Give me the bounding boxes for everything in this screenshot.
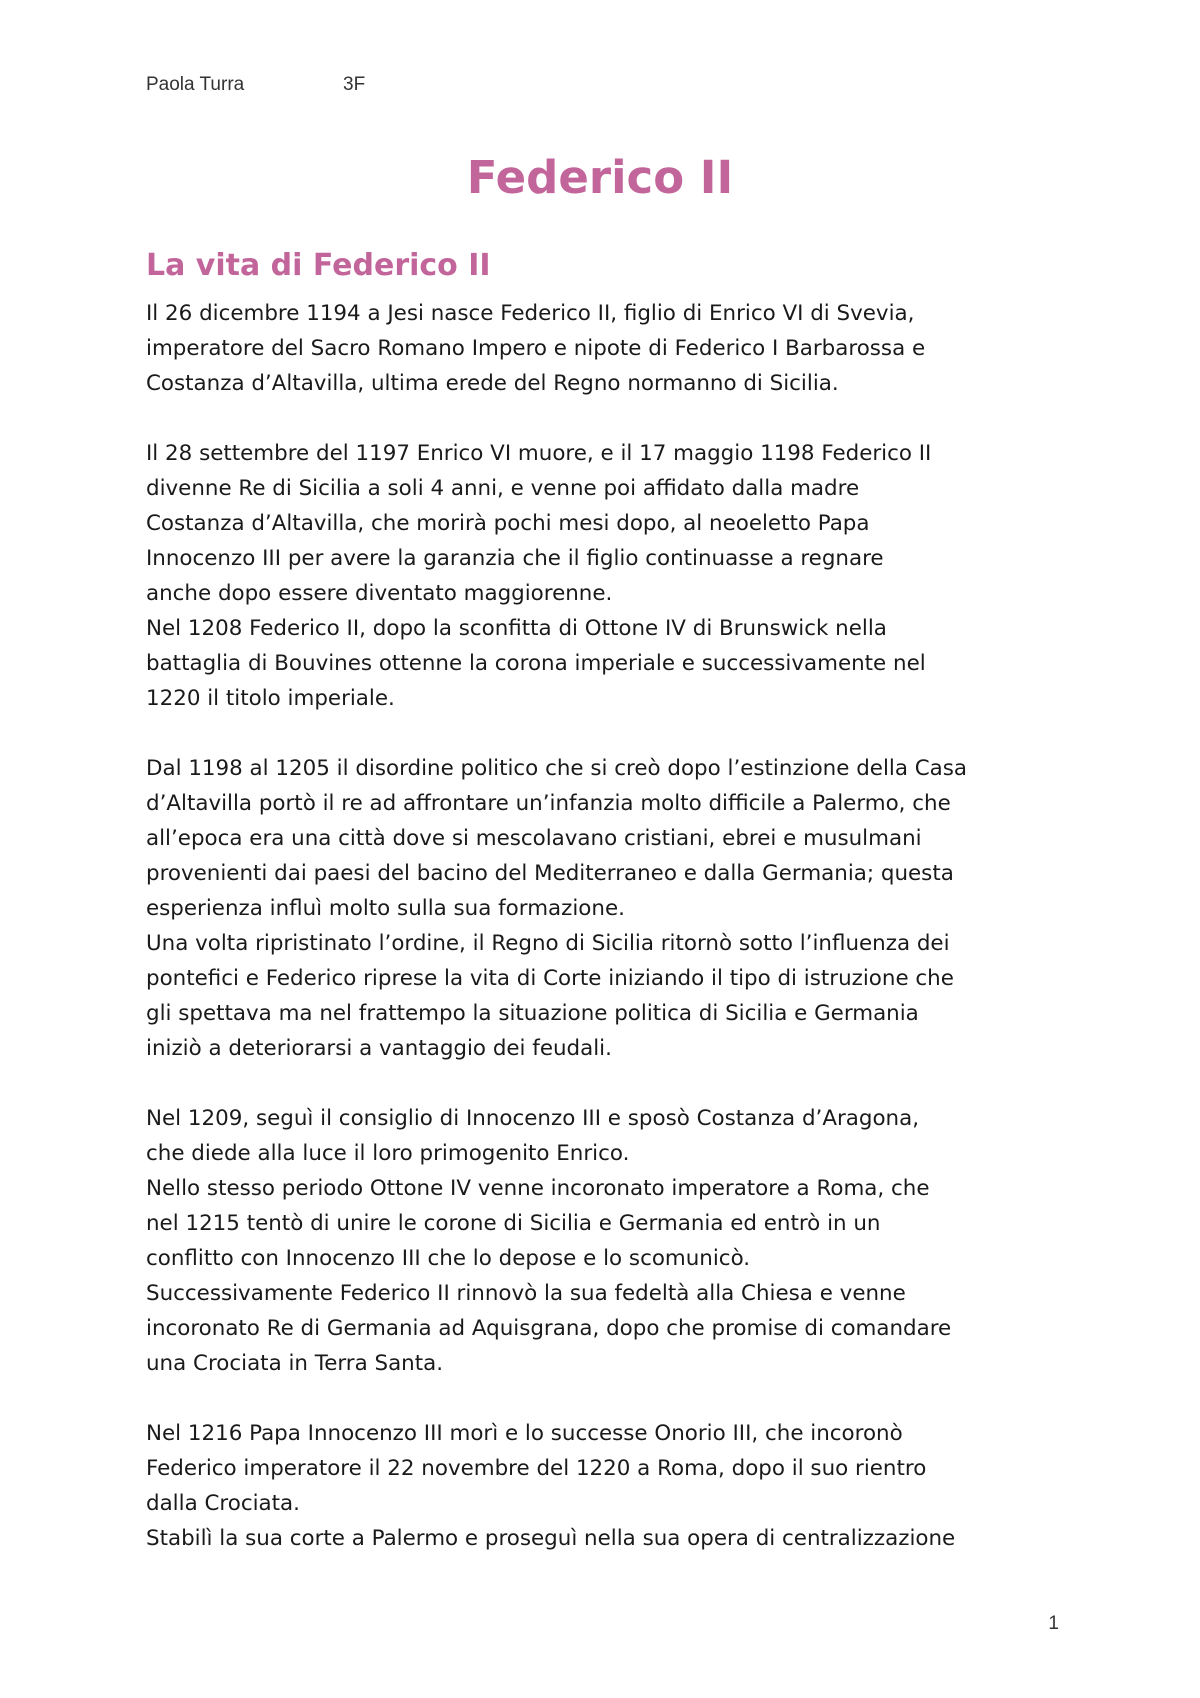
text-line: iniziò a deteriorarsi a vantaggio dei feudali. — [146, 1036, 612, 1061]
text-line: gli spettava ma nel frattempo la situazione politica di Sicilia e Germania — [146, 1001, 919, 1026]
text-line: Nel 1209, seguì il consiglio di Innocenzo III e sposò Costanza d’Aragona, — [146, 1106, 919, 1131]
text-line: incoronato Re di Germania ad Aquisgrana, dopo che promise di comandare — [146, 1316, 952, 1341]
text-line: Federico imperatore il 22 novembre del 1220 a Roma, dopo il suo rientro — [146, 1456, 927, 1481]
text-line: Nello stesso periodo Ottone IV venne incoronato imperatore a Roma, che — [146, 1176, 930, 1201]
text-line: Costanza d’Altavilla, che morirà pochi mesi dopo, al neoeletto Papa — [146, 511, 870, 536]
text-line: imperatore del Sacro Romano Impero e nipote di Federico I Barbarossa e — [146, 336, 926, 361]
text-line: divenne Re di Sicilia a soli 4 anni, e venne poi affidato dalla madre — [146, 476, 860, 501]
text-line: nel 1215 tentò di unire le corone di Sicilia e Germania ed entrò in un — [146, 1211, 881, 1236]
text-line: provenienti dai paesi del bacino del Mediterraneo e dalla Germania; questa — [146, 861, 954, 886]
text-line: Una volta ripristinato l’ordine, il Regno di Sicilia ritornò sotto l’influenza dei — [146, 931, 950, 956]
text-line: anche dopo essere diventato maggiorenne. — [146, 581, 613, 606]
text-line: una Crociata in Terra Santa. — [146, 1351, 444, 1376]
text-line: d’Altavilla portò il re ad affrontare un’infanzia molto difficile a Palermo, che — [146, 791, 951, 816]
section-heading: La vita di Federico II — [146, 248, 491, 283]
paragraph-gap — [146, 1066, 1076, 1101]
page-header — [146, 74, 365, 96]
paragraph — [146, 1416, 1076, 1556]
text-line: Nel 1216 Papa Innocenzo III morì e lo successe Onorio III, che incoronò — [146, 1421, 903, 1446]
text-line: battaglia di Bouvines ottenne la corona imperiale e successivamente nel — [146, 651, 926, 676]
class-label: 3F — [343, 74, 366, 95]
text-line: Innocenzo III per avere la garanzia che il figlio continuasse a regnare — [146, 546, 884, 571]
text-line: esperienza influì molto sulla sua formazione. — [146, 896, 625, 921]
paragraph-gap — [146, 716, 1076, 751]
text-line: conflitto con Innocenzo III che lo depose e lo scomunicò. — [146, 1246, 751, 1271]
paragraph — [146, 751, 1076, 1066]
text-line: pontefici e Federico riprese la vita di Corte iniziando il tipo di istruzione che — [146, 966, 954, 991]
paragraph-gap — [146, 1381, 1076, 1416]
text-line: che diede alla luce il loro primogenito Enrico. — [146, 1141, 630, 1166]
paragraph — [146, 296, 1076, 401]
text-line: Il 28 settembre del 1197 Enrico VI muore, e il 17 maggio 1198 Federico II — [146, 441, 932, 466]
text-line: all’epoca era una città dove si mescolavano cristiani, ebrei e musulmani — [146, 826, 922, 851]
section-body — [146, 296, 1076, 1556]
text-line: 1220 il titolo imperiale. — [146, 686, 395, 711]
paragraph-gap — [146, 401, 1076, 436]
text-line: Successivamente Federico II rinnovò la sua fedeltà alla Chiesa e venne — [146, 1281, 906, 1306]
text-line: Il 26 dicembre 1194 a Jesi nasce Federico II, figlio di Enrico VI di Svevia, — [146, 301, 915, 326]
text-line: Stabilì la sua corte a Palermo e proseguì nella sua opera di centralizzazione — [146, 1526, 956, 1551]
author-name: Paola Turra — [146, 74, 245, 95]
document-title: Federico II — [466, 151, 734, 204]
paragraph — [146, 1101, 1076, 1381]
page-number: 1 — [1048, 1613, 1059, 1634]
paragraph — [146, 436, 1076, 716]
text-line: Dal 1198 al 1205 il disordine politico che si creò dopo l’estinzione della Casa — [146, 756, 968, 781]
text-line: dalla Crociata. — [146, 1491, 300, 1516]
text-line: Costanza d’Altavilla, ultima erede del Regno normanno di Sicilia. — [146, 371, 839, 396]
text-line: Nel 1208 Federico II, dopo la sconfitta di Ottone IV di Brunswick nella — [146, 616, 887, 641]
